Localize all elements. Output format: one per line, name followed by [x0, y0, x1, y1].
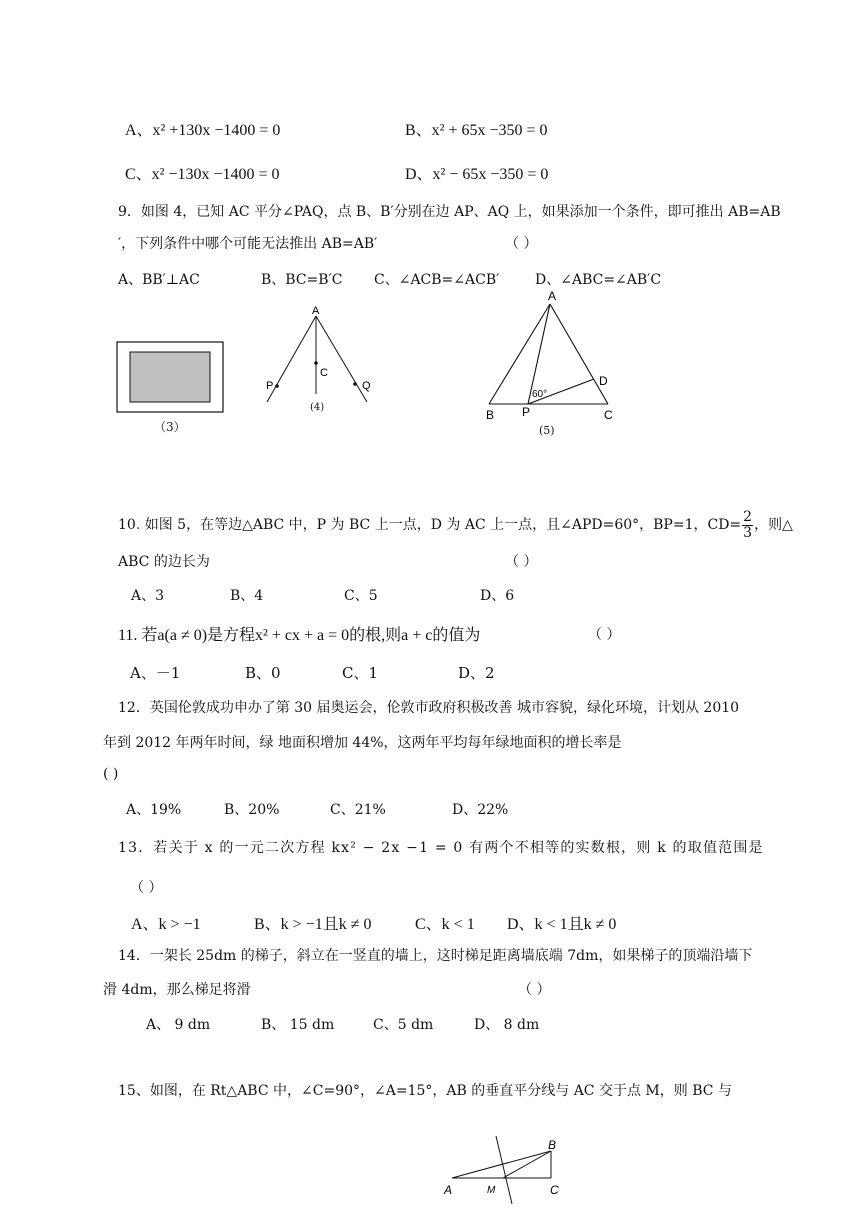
q11-stem: 11. 若a(a ≠ 0)是方程x² + cx + a = 0的根,则a + c的值为: [118, 627, 481, 644]
figure-5: [482, 286, 622, 426]
q13-option-b: B、k > −1且k ≠ 0: [254, 916, 372, 933]
figure-5-caption: (5): [539, 424, 555, 437]
q13-answer-paren: （ ）: [130, 880, 163, 896]
q10-answer-paren: （ ）: [505, 554, 538, 570]
q11-option-a: A、－1: [130, 664, 181, 682]
q8-option-b: B、x² + 65x −350 = 0: [405, 122, 548, 139]
q12-option-a: A、19%: [126, 802, 182, 818]
fig5-label-a: A: [548, 289, 557, 303]
q9-option-b: B、BC=B′C: [261, 272, 343, 288]
fig4-label-a: A: [312, 305, 320, 317]
q10-stem-tail: ，则△: [754, 517, 793, 534]
fig5-label-d: D: [599, 374, 608, 388]
q14-option-c: C、5 dm: [373, 1017, 434, 1033]
q14-stem-line1: 14．一架长 25dm 的梯子，斜立在一竖直的墙上，这时梯足距离墙底端 7dm，如果梯子的顶端沿墙下: [118, 948, 753, 964]
q12-option-d: D、22%: [452, 802, 509, 818]
figure-4-caption: (4): [310, 402, 325, 413]
q8-option-a: A、x² +130x −1400 = 0: [125, 122, 281, 139]
q12-stem-line1: 12．英国伦敦成功申办了第 30 届奥运会，伦敦市政府积极改善 城市容貌，绿化环境，计划从 2010: [118, 700, 740, 716]
figure-4: [255, 302, 380, 407]
q10-stem-line1: [118, 510, 793, 540]
q12-answer-paren: ( ): [103, 766, 119, 782]
q15-stem-line1: 15、如图，在 Rt△ABC 中，∠C=90°，∠A=15°，AB 的垂直平分线与 AC 交于点 M，则 BC 与: [118, 1083, 732, 1099]
q9-option-c: C、∠ACB=∠ACB′: [374, 272, 500, 288]
q12-option-b: B、20%: [224, 802, 280, 818]
q14-option-a: A、 9 dm: [146, 1017, 211, 1033]
q10-number-dot: .: [135, 517, 141, 534]
q10-number: 10: [118, 517, 136, 534]
q12-stem-line2: 年到 2012 年两年时间，绿 地面积增加 44%，这两年平均每年绿地面积的增长率是: [103, 735, 622, 751]
q14-option-b: B、 15 dm: [261, 1017, 335, 1033]
q10-fraction-numerator: 2: [743, 509, 753, 525]
figure-3-caption: （3）: [154, 420, 186, 434]
q10-fraction-denominator: 3: [743, 524, 753, 541]
fig15-label-m: M: [487, 1185, 496, 1196]
figure-3-shaded-rect: [130, 352, 210, 402]
q10-option-c: C、5: [344, 588, 378, 604]
fig5-label-c: C: [604, 408, 613, 422]
q13-stem: 13．若关于 x 的一元二次方程 kx² − 2x −1 = 0 有两个不相等的实数根，则 k 的取值范围是: [118, 840, 764, 856]
q10-stem-line2: ABC 的边长为: [118, 554, 210, 570]
q14-option-d: D、 8 dm: [474, 1017, 540, 1033]
q9-option-d: D、∠ABC=∠AB′C: [535, 272, 662, 288]
q11-option-d: D、2: [458, 664, 495, 682]
q10-option-a: A、3: [131, 588, 165, 604]
q10-fraction: [742, 510, 753, 540]
fig5-label-b: B: [486, 408, 495, 422]
fig4-label-q: Q: [362, 380, 371, 392]
q8-option-d: D、x² − 65x −350 = 0: [405, 166, 549, 183]
q9-stem-line1: 9．如图 4，已知 AC 平分∠PAQ，点 B、B′分别在边 AP、AQ 上，如果添加一个条件，即可推出 AB=AB: [118, 204, 781, 220]
q14-stem-line2: 滑 4dm，那么梯足将滑: [103, 982, 251, 998]
q10-option-b: B、4: [230, 588, 264, 604]
q10-option-d: D、6: [480, 588, 515, 604]
q13-option-d: D、k < 1且k ≠ 0: [507, 916, 617, 933]
q11-option-c: C、1: [342, 664, 379, 682]
figure-3: [116, 340, 226, 415]
figure-15: [440, 1130, 580, 1214]
fig4-label-c: C: [320, 367, 328, 379]
q9-answer-paren: （ ）: [505, 236, 538, 252]
fig5-angle-label: 60°: [532, 389, 548, 400]
q12-option-c: C、21%: [330, 802, 386, 818]
q13-option-c: C、k < 1: [415, 916, 475, 933]
q14-answer-paren: （ ）: [518, 982, 551, 998]
q9-stem-line2: ′，下列条件中哪个可能无法推出 AB=AB′: [118, 236, 378, 252]
q11-answer-paren: （ ）: [588, 627, 621, 643]
fig4-label-p: P: [266, 380, 274, 392]
fig15-label-b: B: [548, 1138, 557, 1152]
q8-option-c: C、x² −130x −1400 = 0: [125, 166, 280, 183]
q9-option-a: A、BB′⊥AC: [118, 272, 200, 288]
q11-option-b: B、0: [245, 664, 281, 682]
fig15-label-a: A: [444, 1183, 453, 1197]
q10-stem-text: 如图 5，在等边△ABC 中，P 为 BC 上一点，D 为 AC 上一点，且∠APD=60°，BP=1，CD=: [140, 517, 742, 534]
q13-option-a: A、k > −1: [131, 916, 201, 933]
fig5-label-p: P: [522, 405, 531, 419]
fig15-label-c: C: [550, 1183, 559, 1197]
